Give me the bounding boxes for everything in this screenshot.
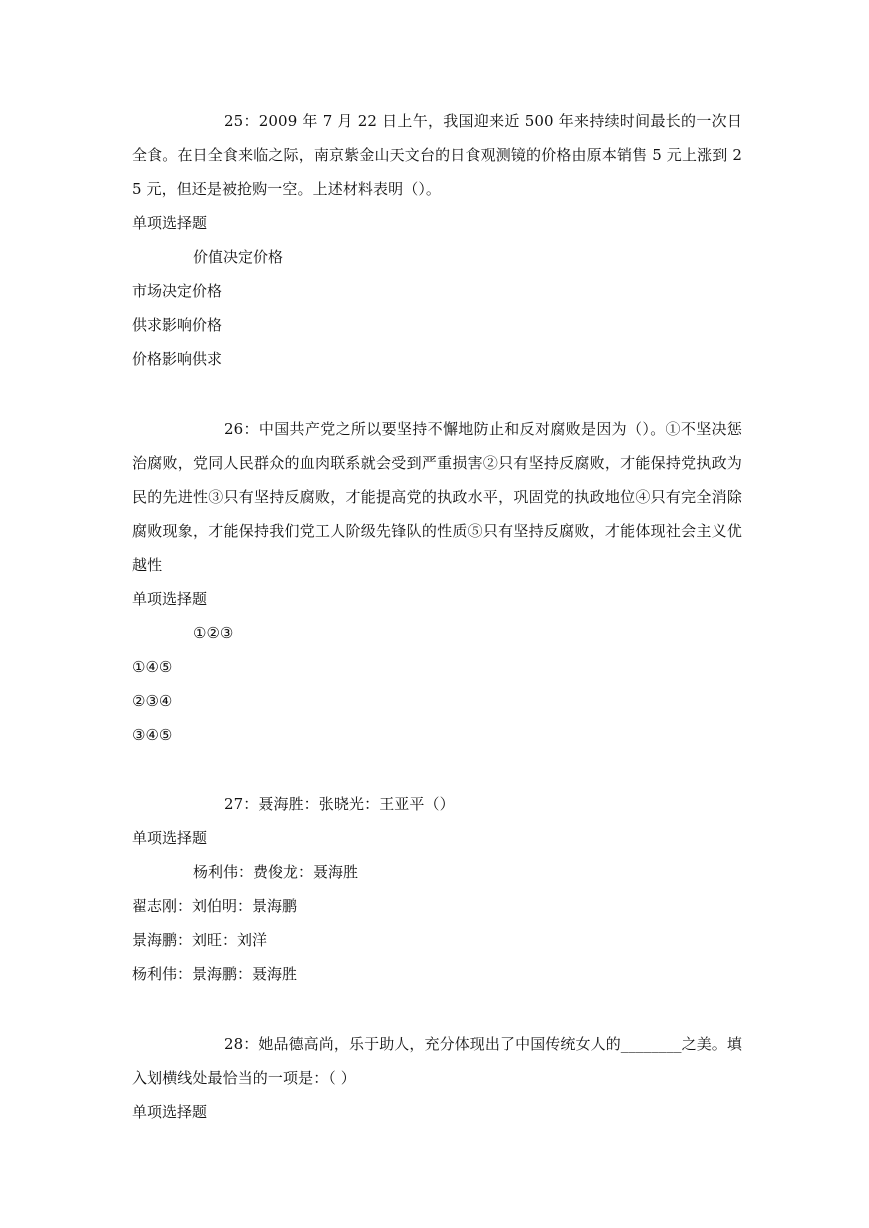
question-stem: 28：她品德高尚，乐于助人，充分体现出了中国传统女人的________之美。填入划横线处最恰当的一项是：（ ）: [132, 1035, 742, 1087]
option-a[interactable]: ①②③: [193, 624, 234, 642]
question-type: 单项选择题: [132, 590, 208, 608]
option-d[interactable]: ③④⑤: [132, 726, 173, 744]
question-type: 单项选择题: [132, 1103, 208, 1121]
option-c[interactable]: 供求影响价格: [132, 316, 223, 334]
question-28: [132, 1027, 742, 1129]
question-stem: 26：中国共产党之所以要坚持不懈地防止和反对腐败是因为（）。①不坚决惩治腐败，党同人民群众的血肉联系就会受到严重损害②只有坚持反腐败，才能保持党执政为民的先进性③只有坚持反腐败，才能提高党的执政水平，巩固党的执政地位④只有完全消除腐败现象，才能保持我们党工人阶级先锋队的性质⑤只有坚持反腐败，才能体现社会主义优越性: [132, 420, 742, 574]
option-d[interactable]: 杨利伟：景海鹏：聂海胜: [132, 965, 298, 983]
question-26: [132, 412, 742, 752]
option-c[interactable]: 景海鹏：刘旺：刘洋: [132, 931, 268, 949]
option-c[interactable]: ②③④: [132, 692, 173, 710]
question-27: [132, 787, 742, 991]
question-stem: 25：2009 年 7 月 22 日上午，我国迎来近 500 年来持续时间最长的一次日全食。在日全食来临之际，南京紫金山天文台的日食观测镜的价格由原本销售 5 元上涨到 25 元，但还是被抢购一空。上述材料表明（）。: [132, 112, 742, 198]
option-a[interactable]: 价值决定价格: [193, 248, 284, 266]
question-type: 单项选择题: [132, 214, 208, 232]
option-d[interactable]: 价格影响供求: [132, 350, 223, 368]
option-b[interactable]: 翟志刚：刘伯明：景海鹏: [132, 897, 298, 915]
option-b[interactable]: 市场决定价格: [132, 282, 223, 300]
question-stem: 27：聂海胜：张晓光：王亚平（）: [224, 795, 455, 813]
option-a[interactable]: 杨利伟：费俊龙：聂海胜: [193, 863, 359, 881]
question-25: [132, 104, 742, 376]
option-b[interactable]: ①④⑤: [132, 658, 173, 676]
question-type: 单项选择题: [132, 829, 208, 847]
